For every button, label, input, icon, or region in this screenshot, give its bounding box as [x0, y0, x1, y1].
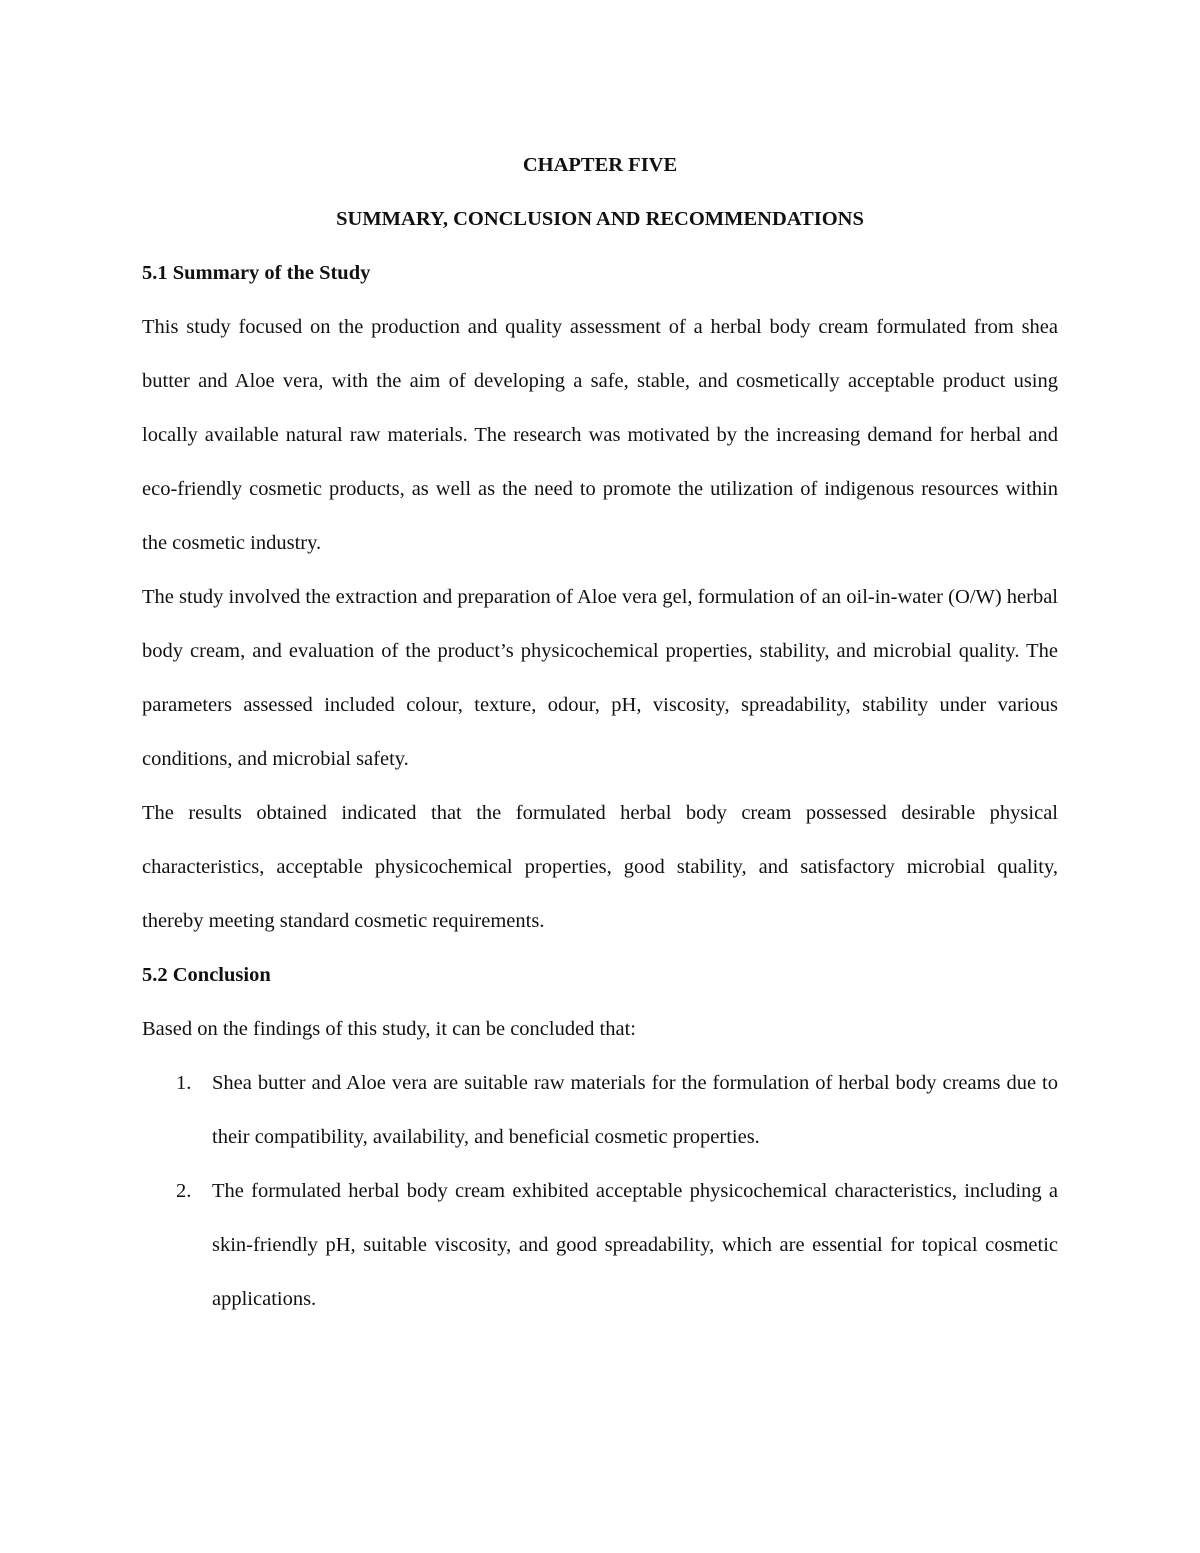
summary-paragraph: The results obtained indicated that the formulated herbal body cream possessed desirable physical characteristics, acceptable physicochemical properties, good stability, and satisfactory microbial quality, thereby meeting standard cosmetic requirements. — [142, 802, 1058, 932]
section-heading-conclusion: 5.2 Conclusion — [142, 964, 271, 986]
list-item-text: The formulated herbal body cream exhibited acceptable physicochemical characteristics, including a skin-friendly pH, suitable viscosity, and good spreadability, which are essential for topical cosmetic applications. — [212, 1180, 1058, 1310]
document-page — [142, 138, 1058, 1326]
list-item-text: Shea butter and Aloe vera are suitable raw materials for the formulation of herbal body creams due to their compatibility, availability, and beneficial cosmetic properties. — [212, 1072, 1058, 1148]
list-item-number: 1. — [176, 1072, 192, 1094]
chapter-title: CHAPTER FIVE — [522, 154, 678, 176]
conclusion-list — [142, 1056, 1058, 1326]
chapter-subtitle: SUMMARY, CONCLUSION AND RECOMMENDATIONS — [336, 208, 864, 230]
list-item — [142, 1164, 1058, 1326]
section-heading-summary: 5.1 Summary of the Study — [142, 262, 371, 284]
summary-paragraph: This study focused on the production and quality assessment of a herbal body cream formulated from shea butter and Aloe vera, with the aim of developing a safe, stable, and cosmetically acceptable product using locally available natural raw materials. The research was motivated by the increasing demand for herbal and eco-friendly cosmetic products, as well as the need to promote the utilization of indigenous resources within the cosmetic industry. — [142, 316, 1058, 554]
list-item — [142, 1056, 1058, 1164]
summary-paragraph: The study involved the extraction and preparation of Aloe vera gel, formulation of an oil-in-water (O/W) herbal body cream, and evaluation of the product’s physicochemical properties, stability, and microbial quality. The parameters assessed included colour, texture, odour, pH, viscosity, spreadability, stability under various conditions, and microbial safety. — [142, 586, 1058, 770]
list-item-number: 2. — [176, 1180, 192, 1202]
conclusion-intro: Based on the findings of this study, it can be concluded that: — [142, 1018, 636, 1040]
